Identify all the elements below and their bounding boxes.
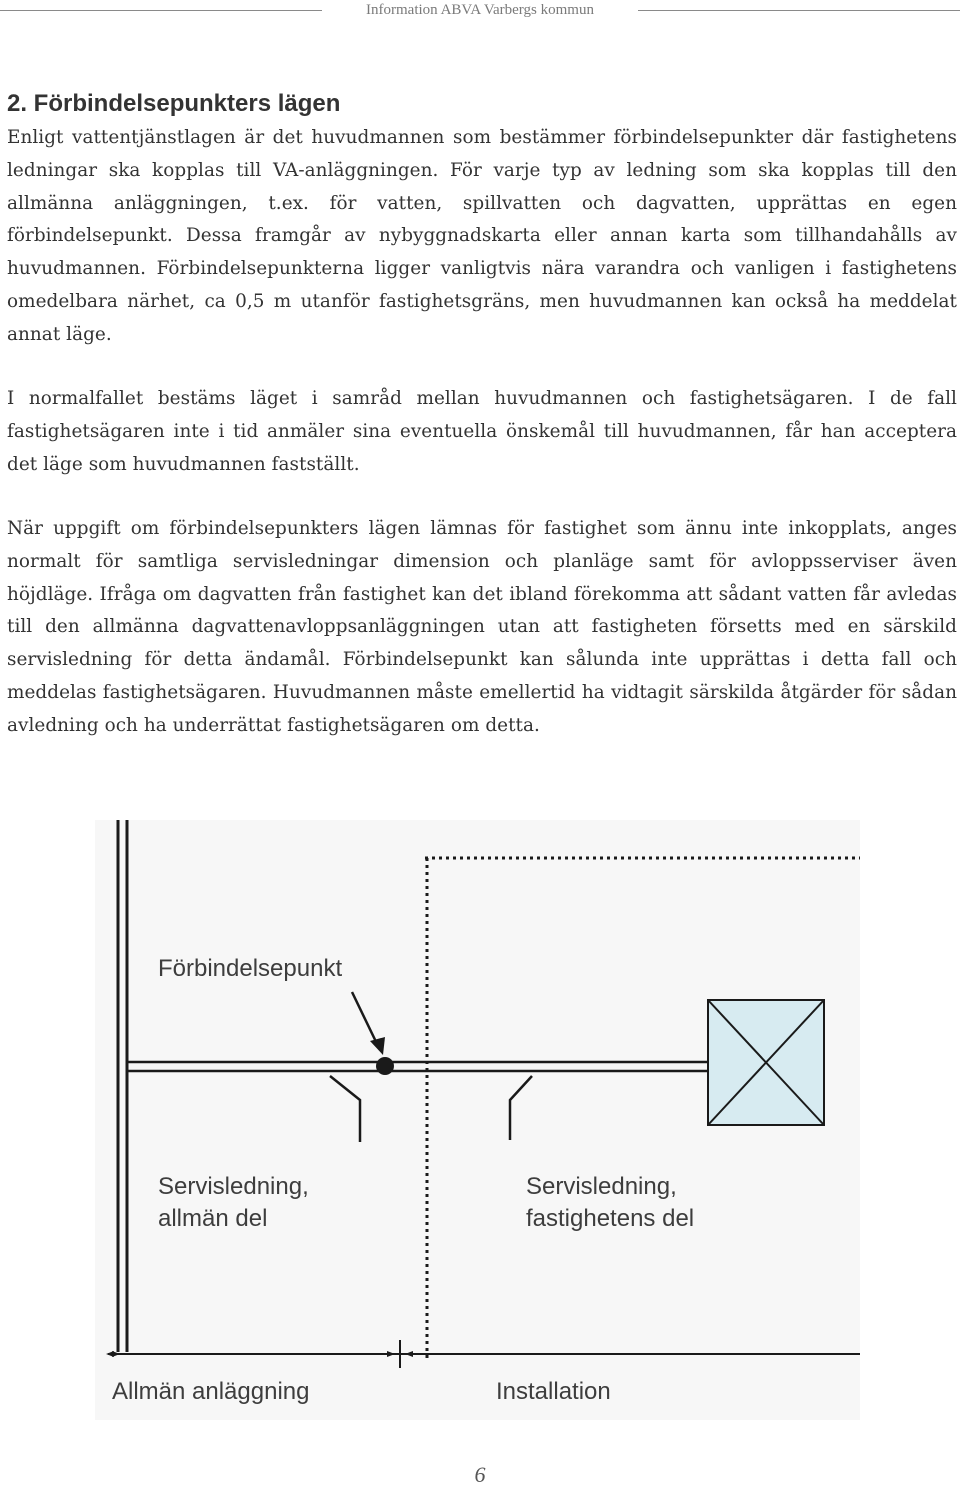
- label-service-property-1: Servisledning,: [526, 1173, 677, 1200]
- header-rule-left: [0, 10, 322, 11]
- paragraph-normal-case: I normalfallet bestäms läget i samråd mellan huvudmannen och fastighetsägaren. I de fall fastighetsägaren inte i tid anmäler sina eventuella önskemål till huvudmannen, får han acceptera det läge som huvudmannen fastställt.: [7, 388, 957, 475]
- paragraph-service-lines: När uppgift om förbindelsepunkters lägen lämnas för fastighet som ännu inte inkopplats, anges normalt för samtliga servisledningar dimension och planläge samt för avloppsserviser även höjdläge. Ifråga om dagvatten från fastighet kan det ibland förekomma att sådant vatten får avledas till den allmänna dagvattenavloppsanläggningen utan att fastigheten försetts med en särskild servisledning för detta ändamål. Förbindelsepunkt kan sålunda inte upprättas i detta fall och meddelas fastighetsägaren. Huvudmannen måste emellertid ha vidtagit särskilda åtgärder för sådan avledning och ha underrättat fastighetsägaren om detta.: [7, 518, 957, 736]
- page-header: [0, 0, 960, 22]
- header-rule-right: [638, 10, 960, 11]
- label-service-public-2: allmän del: [158, 1205, 268, 1232]
- label-service-public-1: Servisledning,: [158, 1173, 309, 1200]
- label-connection-point: Förbindelsepunkt: [158, 955, 343, 982]
- header-title: Information ABVA Varbergs kommun: [366, 2, 594, 18]
- paragraph-connection-points: Enligt vattentjänstlagen är det huvudmannen som bestämmer förbindelsepunkter där fastighetens ledningar ska kopplas till VA-anläggningen. För varje typ av ledning som ska kopplas till den allmänna anläggningen, t.ex. för vatten, spillvatten och dagvatten, upprättas en egen förbindelsepunkt. Dessa framgår av nybyggnadskarta eller annan karta som tillhandahålls av huvudmannen. Förbindelsepunkterna ligger vanligtvis nära varandra och vanligen i fastighetens omedelbara närhet, ca 0,5 m utanför fastighetsgräns, men huvudmannen kan också ha meddelat annat läge.: [7, 127, 957, 345]
- label-installation: Installation: [496, 1378, 611, 1405]
- connection-point-diagram: [0, 800, 960, 1440]
- connection-point-dot: [376, 1057, 394, 1075]
- section-heading: 2. Förbindelsepunkters lägen: [7, 90, 341, 117]
- diagram-graphic: [0, 800, 960, 1440]
- label-public-facility: Allmän anläggning: [112, 1378, 310, 1405]
- page-number: 6: [474, 1462, 486, 1487]
- label-service-property-2: fastighetens del: [526, 1205, 695, 1232]
